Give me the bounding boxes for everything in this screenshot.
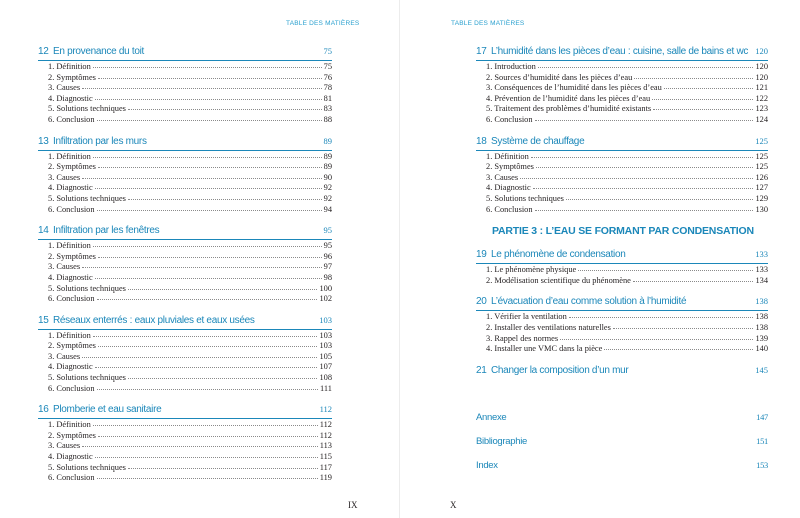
entry-label: 6. Conclusion <box>48 114 95 124</box>
chapter-heading[interactable] <box>38 404 332 418</box>
toc-entry[interactable] <box>38 463 332 474</box>
end-matter-page: 153 <box>756 459 768 470</box>
entry-label: 4. Diagnostic <box>48 183 93 193</box>
toc-entry[interactable] <box>38 373 332 384</box>
dot-leader <box>97 209 322 211</box>
end-matter-page: 147 <box>756 411 768 422</box>
dot-leader <box>95 277 322 279</box>
entry-page: 92 <box>323 193 332 203</box>
entry-page: 111 <box>320 383 332 393</box>
end-matter-label: Index <box>476 459 498 471</box>
entry-page: 115 <box>319 452 332 462</box>
dot-leader <box>98 345 318 347</box>
right-page <box>400 0 800 518</box>
entry-page: 120 <box>755 72 768 82</box>
dot-leader <box>98 166 322 168</box>
page-number: X <box>450 500 457 510</box>
chapter-heading[interactable] <box>476 136 768 150</box>
entry-page: 103 <box>319 330 332 340</box>
entry-label: 1. Définition <box>48 330 91 340</box>
chapter-title: L’humidité dans les pièces d’eau : cuisine, salle de bains et wc <box>491 46 749 57</box>
entry-label: 6. Conclusion <box>48 204 95 214</box>
toc-entry[interactable] <box>38 73 332 84</box>
dot-leader <box>97 388 319 390</box>
chapter-heading[interactable] <box>38 225 332 239</box>
entry-label: 3. Causes <box>486 172 519 182</box>
dot-leader <box>128 377 318 379</box>
entry-page: 107 <box>319 362 332 372</box>
toc-entry[interactable] <box>38 252 332 263</box>
entry-page: 78 <box>323 83 332 93</box>
entry-label: 2. Symptômes <box>48 251 96 261</box>
entry-label: 6. Conclusion <box>48 473 95 483</box>
toc-entry[interactable] <box>38 294 332 305</box>
chapter-number: 16 <box>38 404 49 416</box>
entry-page: 100 <box>319 283 332 293</box>
chapter-page: 145 <box>755 364 768 375</box>
entry-label: 5. Solutions techniques <box>48 193 126 203</box>
entry-label: 5. Traitement des problèmes d’humidité existants <box>486 104 652 114</box>
entry-page: 75 <box>323 62 332 71</box>
toc-entry[interactable] <box>38 62 332 73</box>
toc-left <box>38 46 332 494</box>
entry-label: 2. Symptômes <box>48 430 96 440</box>
chapter-title: L’évacuation d’eau comme solution à l’humidité <box>491 296 687 308</box>
dot-leader <box>93 156 322 158</box>
dot-leader <box>93 66 322 68</box>
entry-label: 2. Symptômes <box>48 162 96 172</box>
chapter-page: 112 <box>319 404 332 415</box>
entry-label: 1. Définition <box>48 420 91 430</box>
chapter-number: 18 <box>476 135 487 147</box>
entry-page: 112 <box>319 420 332 430</box>
chapter-title: Changer la composition d’un mur <box>491 364 629 376</box>
chapter-title: Infiltration par les fenêtres <box>53 225 160 237</box>
toc-entry[interactable] <box>476 344 768 355</box>
page-number: IX <box>348 500 358 510</box>
dot-leader <box>93 335 318 337</box>
dot-leader <box>93 245 322 247</box>
entry-page: 88 <box>323 114 332 124</box>
toc-entry[interactable] <box>38 162 332 173</box>
entry-label: 5. Solutions techniques <box>48 462 126 472</box>
entry-page: 133 <box>755 265 768 275</box>
entry-label: 2. Sources d’humidité dans les pièces d’eau <box>486 72 633 82</box>
toc-entry[interactable] <box>38 441 332 452</box>
toc-entry[interactable] <box>476 94 768 105</box>
chapter-heading[interactable] <box>38 136 332 150</box>
toc-entry[interactable] <box>476 73 768 84</box>
entry-label: 6. Conclusion <box>486 204 533 214</box>
entry-page: 94 <box>323 204 332 214</box>
chapter-page: 133 <box>755 249 768 260</box>
end-matter-item[interactable] <box>476 412 768 436</box>
entry-page: 92 <box>323 183 332 193</box>
toc-chapters-part3 <box>476 249 768 378</box>
toc-entry[interactable] <box>38 341 332 352</box>
dot-leader <box>604 348 753 350</box>
entry-label: 4. Diagnostic <box>48 272 93 282</box>
dot-leader <box>536 166 754 168</box>
entry-page: 121 <box>755 83 768 93</box>
dot-leader <box>98 77 322 79</box>
chapter-title: En provenance du toit <box>53 46 144 57</box>
entry-label: 3. Causes <box>48 172 81 182</box>
toc-chapter <box>476 46 768 126</box>
chapter-heading[interactable] <box>38 46 332 60</box>
entry-label: 4. Diagnostic <box>48 93 93 103</box>
chapter-heading[interactable] <box>476 46 768 60</box>
dot-leader <box>533 187 754 189</box>
dot-leader <box>97 298 318 300</box>
entry-label: 6. Conclusion <box>48 294 95 304</box>
entry-page: 89 <box>323 162 332 172</box>
toc-entry[interactable] <box>38 115 332 126</box>
entry-label: 3. Causes <box>48 83 81 93</box>
dot-leader <box>82 177 322 179</box>
entry-label: 2. Symptômes <box>486 162 534 172</box>
dot-leader <box>82 87 322 89</box>
chapter-title: Réseaux enterrés : eaux pluviales et eaux usées <box>53 314 255 326</box>
chapter-number: 17 <box>476 46 487 57</box>
toc-chapter <box>476 249 768 286</box>
chapter-title: Le phénomène de condensation <box>491 249 626 261</box>
chapter-heading[interactable] <box>476 296 768 310</box>
dot-leader <box>82 266 322 268</box>
chapter-rule <box>38 239 332 240</box>
entry-label: 3. Rappel des normes <box>486 333 559 343</box>
entry-label: 2. Symptômes <box>48 72 96 82</box>
dot-leader <box>98 256 322 258</box>
entry-page: 138 <box>755 322 768 332</box>
dot-leader <box>653 108 753 110</box>
toc-chapter <box>38 46 332 126</box>
toc-entry[interactable] <box>38 452 332 463</box>
chapter-rule <box>38 60 332 61</box>
entry-page: 83 <box>323 104 332 114</box>
dot-leader <box>634 77 753 79</box>
entry-label: 4. Installer une VMC dans la pièce <box>486 344 603 354</box>
dot-leader <box>128 198 322 200</box>
toc-entry[interactable] <box>476 205 768 216</box>
dot-leader <box>633 280 754 282</box>
toc-entry[interactable] <box>476 265 768 276</box>
entry-page: 123 <box>755 104 768 114</box>
entry-page: 122 <box>755 93 768 103</box>
toc-entry[interactable] <box>476 162 768 173</box>
dot-leader <box>82 445 318 447</box>
dot-leader <box>531 156 754 158</box>
toc-entry[interactable] <box>476 334 768 345</box>
entry-label: 6. Conclusion <box>48 383 95 393</box>
toc-entry[interactable] <box>38 431 332 442</box>
dot-leader <box>97 119 322 121</box>
running-head: TABLE DES MATIÈRES <box>286 20 360 27</box>
chapter-number: 21 <box>476 364 487 376</box>
chapter-rule <box>476 60 768 61</box>
dot-leader <box>520 177 753 179</box>
chapter-number: 13 <box>38 135 49 147</box>
entry-label: 3. Conséquences de l’humidité dans les pièces d’eau <box>486 83 662 93</box>
dot-leader <box>613 327 754 329</box>
dot-leader <box>95 187 322 189</box>
dot-leader <box>652 98 753 100</box>
entry-page: 124 <box>755 114 768 124</box>
entry-label: 3. Causes <box>48 262 81 272</box>
entry-page: 81 <box>323 93 332 103</box>
end-matter-label: Annexe <box>476 411 507 423</box>
dot-leader <box>128 467 318 469</box>
chapter-page: 103 <box>319 314 332 325</box>
entry-page: 98 <box>323 272 332 282</box>
dot-leader <box>578 269 753 271</box>
chapter-heading[interactable] <box>476 365 768 378</box>
toc-entry[interactable] <box>38 83 332 94</box>
entry-page: 120 <box>755 62 768 71</box>
entry-page: 129 <box>755 193 768 203</box>
end-matter-page: 151 <box>756 435 768 446</box>
toc-entry[interactable] <box>38 331 332 342</box>
toc-entry[interactable] <box>476 323 768 334</box>
entry-page: 76 <box>323 72 332 82</box>
dot-leader <box>82 356 317 358</box>
toc-chapter <box>38 315 332 395</box>
toc-entry[interactable] <box>476 276 768 287</box>
part-title: PARTIE 3 : L’EAU SE FORMANT PAR CONDENSATION <box>492 225 754 238</box>
entry-label: 3. Causes <box>48 441 81 451</box>
dot-leader <box>535 209 754 211</box>
toc-chapters-part2 <box>476 46 768 215</box>
entry-page: 139 <box>755 333 768 343</box>
toc-entry[interactable] <box>38 362 332 373</box>
toc-chapter <box>38 225 332 305</box>
toc-entry[interactable] <box>476 194 768 205</box>
toc-chapter <box>38 136 332 216</box>
toc-entry[interactable] <box>38 104 332 115</box>
toc-entry[interactable] <box>476 104 768 115</box>
chapter-rule <box>476 150 768 151</box>
entry-page: 140 <box>755 344 768 354</box>
entry-label: 2. Modélisation scientifique du phénomène <box>486 275 631 285</box>
chapter-page: 75 <box>323 46 332 56</box>
toc-entry[interactable] <box>38 173 332 184</box>
entry-label: 1. Définition <box>48 241 91 251</box>
entry-label: 5. Solutions techniques <box>48 283 126 293</box>
toc-entry[interactable] <box>38 384 332 395</box>
chapter-number: 20 <box>476 296 487 308</box>
entry-label: 4. Diagnostic <box>486 183 531 193</box>
chapter-title: Infiltration par les murs <box>53 135 147 147</box>
entry-label: 4. Diagnostic <box>48 362 93 372</box>
dot-leader <box>128 288 318 290</box>
dot-leader <box>95 366 318 368</box>
toc-chapter <box>476 296 768 354</box>
entry-label: 5. Solutions techniques <box>48 104 126 114</box>
entry-page: 96 <box>323 251 332 261</box>
dot-leader <box>128 108 322 110</box>
chapter-number: 12 <box>38 46 49 57</box>
entry-label: 5. Solutions techniques <box>486 193 564 203</box>
toc-entry[interactable] <box>476 173 768 184</box>
chapter-title: Système de chauffage <box>491 135 585 147</box>
entry-page: 125 <box>755 162 768 172</box>
dot-leader <box>560 338 753 340</box>
entry-page: 105 <box>319 351 332 361</box>
entry-page: 89 <box>323 151 332 161</box>
dot-leader <box>93 424 318 426</box>
entry-label: 1. Définition <box>486 151 529 161</box>
chapter-heading[interactable] <box>476 249 768 263</box>
entry-page: 138 <box>755 312 768 322</box>
chapter-number: 14 <box>38 225 49 237</box>
toc-entry[interactable] <box>476 83 768 94</box>
toc-entry[interactable] <box>38 241 332 252</box>
toc-entry[interactable] <box>476 183 768 194</box>
toc-entry[interactable] <box>38 183 332 194</box>
toc-entry[interactable] <box>38 273 332 284</box>
chapter-rule <box>38 150 332 151</box>
entry-label: 1. Définition <box>48 151 91 161</box>
entry-page: 134 <box>755 275 768 285</box>
entry-page: 113 <box>319 441 332 451</box>
entry-label: 5. Solutions techniques <box>48 373 126 383</box>
entry-label: 1. Définition <box>48 62 91 71</box>
entry-label: 4. Diagnostic <box>48 452 93 462</box>
entry-page: 108 <box>319 373 332 383</box>
entry-page: 90 <box>323 172 332 182</box>
chapter-number: 15 <box>38 314 49 326</box>
toc-entry[interactable] <box>476 115 768 126</box>
end-matter-item[interactable] <box>476 436 768 460</box>
chapter-rule <box>38 329 332 330</box>
toc-entry[interactable] <box>38 194 332 205</box>
dot-leader <box>95 456 318 458</box>
toc-entry[interactable] <box>38 473 332 484</box>
chapter-page: 138 <box>755 296 768 307</box>
entry-page: 126 <box>755 172 768 182</box>
entry-page: 125 <box>755 151 768 161</box>
entry-label: 6. Conclusion <box>486 114 533 124</box>
dot-leader <box>97 477 318 479</box>
chapter-page: 120 <box>755 46 768 56</box>
entry-label: 1. Le phénomène physique <box>486 265 577 275</box>
toc-entry[interactable] <box>38 352 332 363</box>
toc-entry[interactable] <box>476 152 768 163</box>
entry-page: 95 <box>323 241 332 251</box>
chapter-page: 95 <box>323 225 332 236</box>
end-matter-label: Bibliographie <box>476 435 528 447</box>
dot-leader <box>566 198 754 200</box>
chapter-number: 19 <box>476 249 487 261</box>
chapter-rule <box>476 310 768 311</box>
toc-right <box>476 46 768 484</box>
toc-entry[interactable] <box>38 94 332 105</box>
chapter-page: 89 <box>323 135 332 146</box>
end-matter-item[interactable] <box>476 460 768 484</box>
dot-leader <box>664 87 754 89</box>
entry-label: 4. Prévention de l’humidité dans les pièces d’eau <box>486 93 651 103</box>
dot-leader <box>569 316 754 318</box>
toc-chapter <box>476 365 768 378</box>
entry-page: 117 <box>319 462 332 472</box>
toc-entry[interactable] <box>38 152 332 163</box>
entry-label: 3. Causes <box>48 351 81 361</box>
entry-label: 1. Introduction <box>486 62 536 71</box>
toc-entry[interactable] <box>476 62 768 73</box>
toc-chapter <box>38 404 332 484</box>
end-matter <box>476 412 768 484</box>
dot-leader <box>98 435 318 437</box>
entry-page: 127 <box>755 183 768 193</box>
toc-entry[interactable] <box>38 420 332 431</box>
toc-entry[interactable] <box>38 205 332 216</box>
chapter-title: Plomberie et eau sanitaire <box>53 404 162 416</box>
entry-page: 97 <box>323 262 332 272</box>
toc-chapter <box>476 136 768 216</box>
entry-page: 119 <box>319 473 332 483</box>
dot-leader <box>538 66 754 68</box>
toc-entry[interactable] <box>38 284 332 295</box>
dot-leader <box>95 98 322 100</box>
chapter-rule <box>476 263 768 264</box>
chapter-rule <box>38 418 332 419</box>
toc-entry[interactable] <box>38 262 332 273</box>
toc-entry[interactable] <box>476 312 768 323</box>
entry-page: 103 <box>319 341 332 351</box>
entry-label: 1. Vérifier la ventilation <box>486 312 567 322</box>
entry-label: 2. Installer des ventilations naturelles <box>486 322 611 332</box>
entry-page: 112 <box>319 430 332 440</box>
running-head: TABLE DES MATIÈRES <box>451 20 525 27</box>
entry-label: 2. Symptômes <box>48 341 96 351</box>
dot-leader <box>535 119 754 121</box>
entry-page: 130 <box>755 204 768 214</box>
entry-page: 102 <box>319 294 332 304</box>
chapter-heading[interactable] <box>38 315 332 329</box>
chapter-page: 125 <box>755 135 768 146</box>
